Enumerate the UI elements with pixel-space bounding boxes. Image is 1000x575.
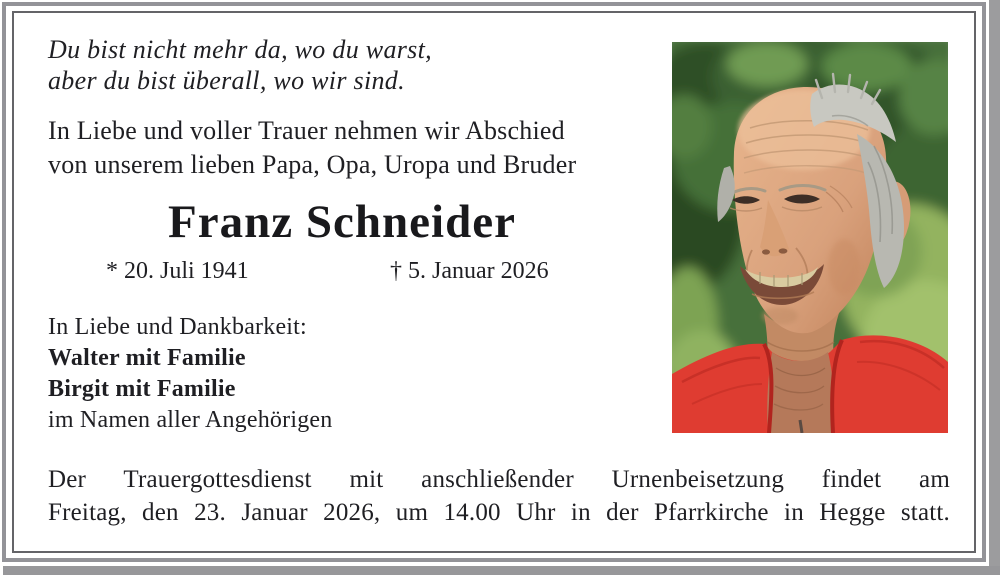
portrait-photo <box>672 42 948 433</box>
intro-line-1: In Liebe und voller Trauer nehmen wir Abschied <box>48 116 565 145</box>
service-announcement <box>48 463 950 529</box>
death-date: † 5. Januar 2026 <box>390 258 549 284</box>
mourner-name: Birgit mit Familie <box>48 376 236 402</box>
intro-text <box>48 114 576 182</box>
page-edge-right <box>989 0 1000 575</box>
birth-date: * 20. Juli 1941 <box>106 258 249 284</box>
intro-line-2: von unserem lieben Papa, Opa, Uropa und Bruder <box>48 150 577 179</box>
quote-line-1: Du bist nicht mehr da, wo du warst, <box>48 35 432 64</box>
service-line-2: Freitag, den 23. Januar 2026, um 14.00 Uhr in der Pfarrkirche in Hegge statt. <box>48 499 950 526</box>
memorial-quote <box>48 34 432 96</box>
service-line-1: Der Trauergottesdienst mit anschließender Urnenbeisetzung findet am <box>48 466 950 493</box>
mourners-block <box>48 312 332 436</box>
mourners-closing: im Namen aller Angehörigen <box>48 407 333 433</box>
deceased-name: Franz Schneider <box>168 196 516 248</box>
page-edge-bottom <box>3 566 1000 575</box>
mourner-name: Walter mit Familie <box>48 345 246 371</box>
mourners-heading: In Liebe und Dankbarkeit: <box>48 314 307 340</box>
quote-line-2: aber du bist überall, wo wir sind. <box>48 66 405 95</box>
